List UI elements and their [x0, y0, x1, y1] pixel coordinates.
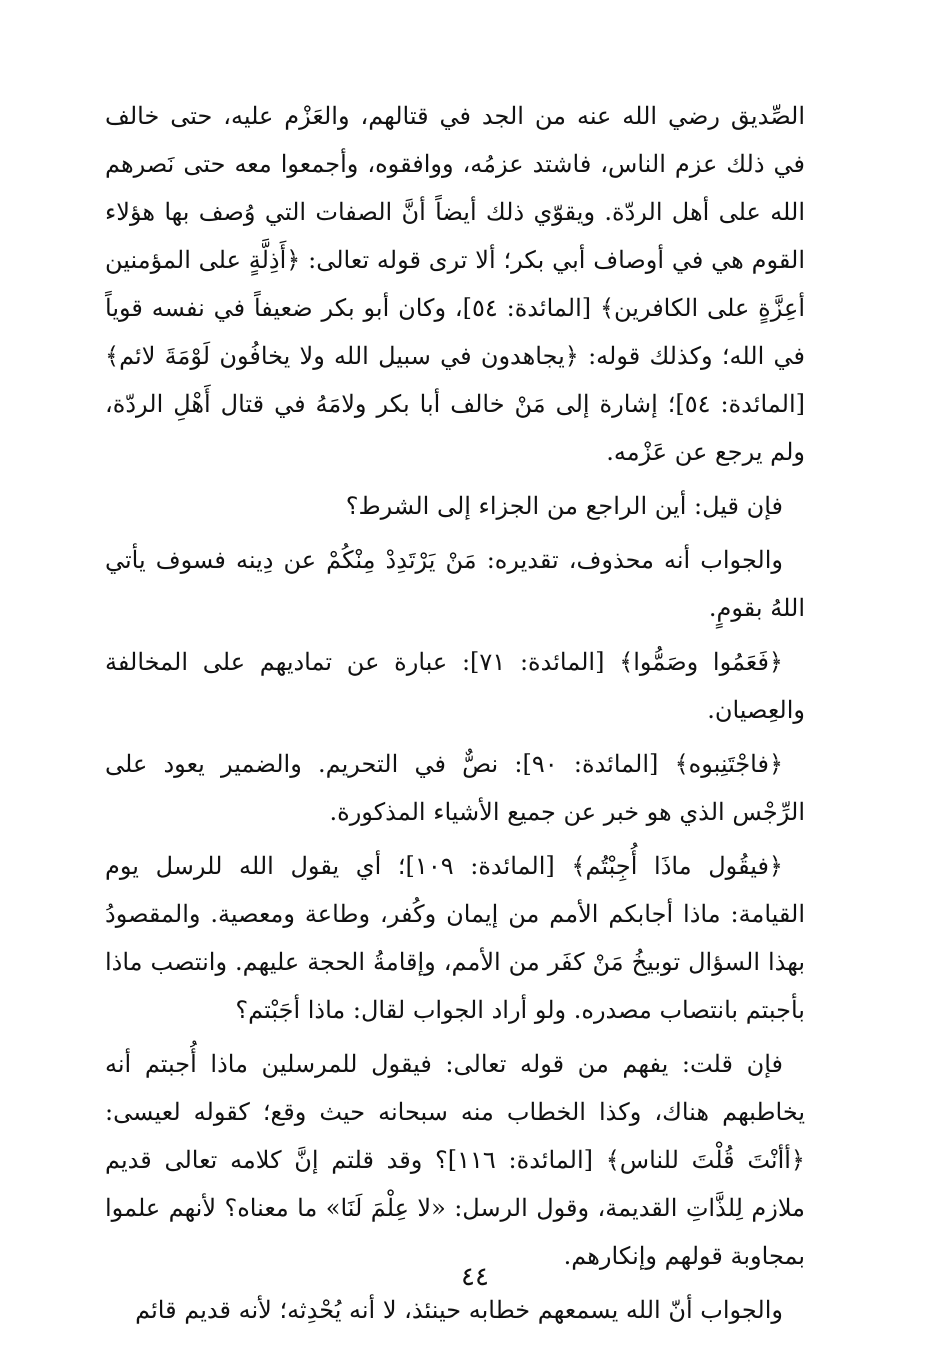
paragraph-7: فإن قلت: يفهم من قوله تعالى: فيقول للمرسلين ماذا أُجبتم أنه يخاطبهم هناك، وكذا الخطاب منه سبحانه حيث وقع؛ كقوله لعيسى: ﴿أأنْتَ قُلْتَ للناس﴾ [المائدة: ١١٦]؟ وقد قلتم إنَّ كلامه تعالى قديم ملازم لِلذَّاتِ القديمة، وقول الرسل: «لا عِلْمَ لَنَا» ما معناه؟ لأنهم علموا بمجاوبة قولهم وإنكارهم.	[105, 1050, 805, 1270]
paragraph-6: ﴿فيقُول ماذَا أُجِبْتُم﴾ [المائدة: ١٠٩]؛ أي يقول الله للرسل يوم القيامة: ماذا أجابكم الأمم من إيمان وكُفر، وطاعة ومعصية. والمقصودُ بهذا السؤال توبيخُ مَنْ كفَر من الأمم، وإقامةُ الحجة عليهم. وانتصب ماذا بأجبتم بانتصاب مصدره. ولو أراد الجواب لقال: ماذا أجَبْتم؟	[105, 852, 805, 1024]
paragraph-4: ﴿فَعَمُوا وصَمُّوا﴾ [المائدة: ٧١]: عبارة عن تماديهم على المخالفة والعِصيان.	[105, 648, 805, 724]
paragraph-5: ﴿فاجْتَنِبوه﴾ [المائدة: ٩٠]: نصٌّ في التحريم. والضمير يعود على الرِّجْس الذي هو خبر عن جميع الأشياء المذكورة.	[105, 750, 805, 826]
page-number: ٤٤	[461, 1262, 489, 1292]
page-body	[105, 92, 805, 1340]
paragraph-3: والجواب أنه محذوف، تقديره: مَنْ يَرْتَدِدْ مِنْكُمْ عن دِينه فسوف يأتي اللهُ بقومٍ.	[105, 546, 805, 622]
paragraph-8: والجواب أنّ الله يسمعهم خطابه حينئذ، لا أنه يُحْدِثه؛ لأنه قديم قائم	[135, 1296, 783, 1324]
paragraph-1: الصِّديق رضي الله عنه من الجد في قتالهم، والعَزْم عليه، حتى خالف في ذلك عزم الناس، فاشتد عزمُه، ووافقوه، وأجمعوا معه حتى نَصرهم الله على أهل الردّة. ويقوّي ذلك أيضاً أنَّ الصفات التي وُصف بها هؤلاء القوم هي في أوصاف أبي بكر؛ ألا ترى قوله تعالى: ﴿أَذِلَّةٍ على المؤمنين أعِزَّةٍ على الكافرين﴾ [المائدة: ٥٤]، وكان أبو بكر ضعيفاً في نفسه قوياً في الله؛ وكذلك قوله: ﴿يجاهدون في سبيل الله ولا يخافُون لَوْمَةَ لائم﴾ [المائدة: ٥٤]؛ إشارة إلى مَنْ خالف أبا بكر ولامَهُ في قتال أَهْلِ الردّة، ولم يرجع عن عَزْمه.	[105, 102, 805, 466]
paragraph-2: فإن قيل: أين الراجع من الجزاء إلى الشرط؟	[345, 492, 783, 520]
